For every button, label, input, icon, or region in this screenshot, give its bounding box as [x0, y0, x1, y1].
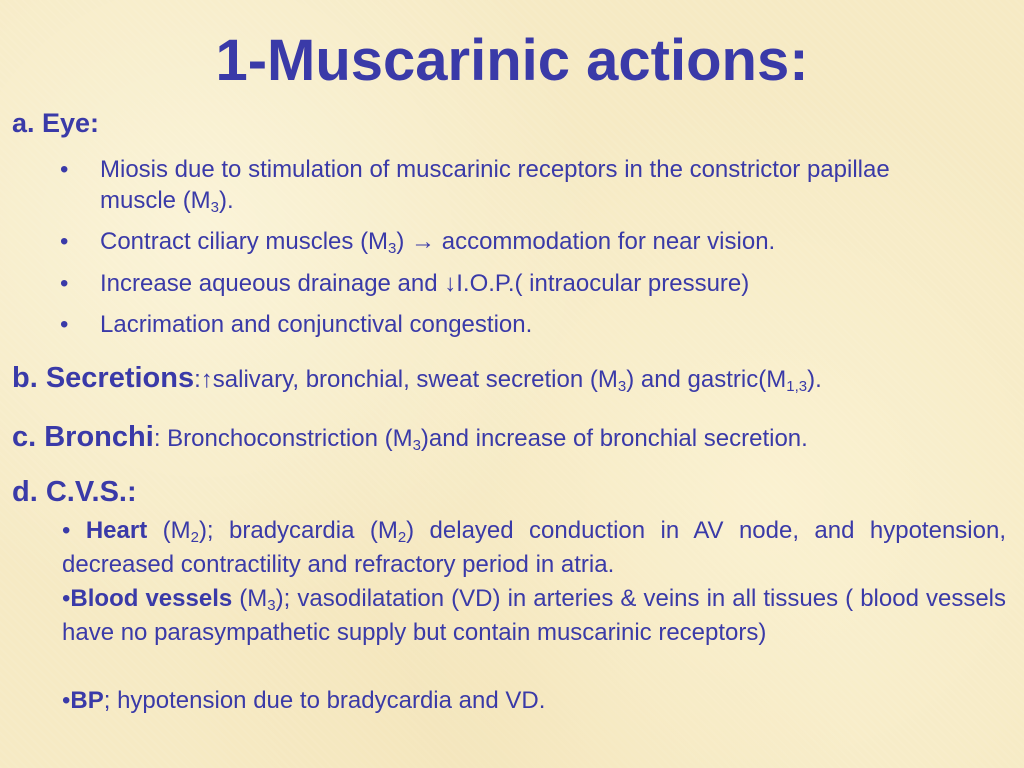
cvs-heart-paragraph	[62, 514, 1006, 582]
subscript: 3	[210, 199, 220, 217]
bullet-text: Lacrimation and conjunctival congestion.	[100, 310, 533, 338]
subscript: 3	[267, 597, 276, 614]
subscript: 1,3	[786, 378, 808, 395]
subscript: 2	[190, 529, 199, 546]
heart-text: ); bradycardia (M	[198, 517, 398, 544]
up-arrow-icon: ↑	[200, 366, 213, 393]
secretions-text: salivary, bronchial, sweat secretion (M	[212, 366, 618, 393]
cvs-heading: d. C.V.S.:	[12, 476, 137, 508]
eye-bullet-lacrimation	[60, 309, 960, 340]
bullet-text: Miosis due to stimulation of muscarinic receptors in the constrictor papillae muscle (M	[100, 156, 890, 215]
bronchi-text: )and increase of bronchial secretion.	[420, 425, 808, 452]
eye-bullet-miosis	[60, 154, 960, 216]
cvs-bp-paragraph	[62, 684, 1006, 718]
secretions-line	[12, 361, 1012, 396]
cvs-vessels-paragraph	[62, 582, 1006, 650]
subscript: 3	[412, 437, 421, 454]
heart-text: (M	[147, 517, 191, 544]
eye-bullet-drainage	[60, 268, 960, 299]
bullet-mark: •	[62, 585, 71, 612]
subscript: 2	[397, 529, 407, 546]
bullet-mark: •	[62, 517, 86, 544]
eye-heading: a. Eye:	[12, 108, 100, 138]
bronchi-separator: :	[153, 425, 161, 452]
bullet-text: Contract ciliary muscles (M	[100, 228, 389, 256]
secretions-separator: :	[194, 366, 201, 393]
subscript: 3	[388, 240, 397, 258]
bullet-mark: •	[62, 687, 71, 714]
heart-text: ) delayed conduction in AV node, and hypotension, decreased contractility and refractory period in atria.	[62, 517, 1006, 578]
secretions-heading: b. Secretions	[12, 362, 195, 394]
secretions-text: ).	[807, 366, 822, 393]
bullet-text: ).	[219, 187, 234, 215]
bronchi-line	[12, 420, 1012, 455]
heart-label: Heart	[85, 517, 148, 544]
vessels-text: ); vasodilatation (VD) in arteries & veins in all tissues ( blood vessels have no parasympathetic supply but contain muscarinic receptors)	[62, 585, 1007, 646]
vessels-text: (M	[232, 585, 268, 612]
bp-label: BP	[70, 687, 104, 714]
subscript: 3	[617, 378, 627, 395]
eye-bullet-ciliary	[60, 226, 960, 257]
eye-bullet-list	[60, 154, 960, 350]
bp-text: ; hypotension due to bradycardia and VD.	[103, 687, 546, 714]
bullet-text: ) → accommodation for near vision.	[396, 228, 776, 256]
bullet-text: Increase aqueous drainage and ↓I.O.P.( intraocular pressure)	[100, 269, 750, 297]
slide-title: 1-Muscarinic actions:	[215, 28, 809, 93]
secretions-text: ) and gastric(M	[626, 366, 787, 393]
bronchi-text: Bronchoconstriction (M	[160, 425, 413, 452]
bronchi-heading: c. Bronchi	[12, 421, 154, 453]
blood-vessels-label: Blood vessels	[70, 585, 233, 612]
